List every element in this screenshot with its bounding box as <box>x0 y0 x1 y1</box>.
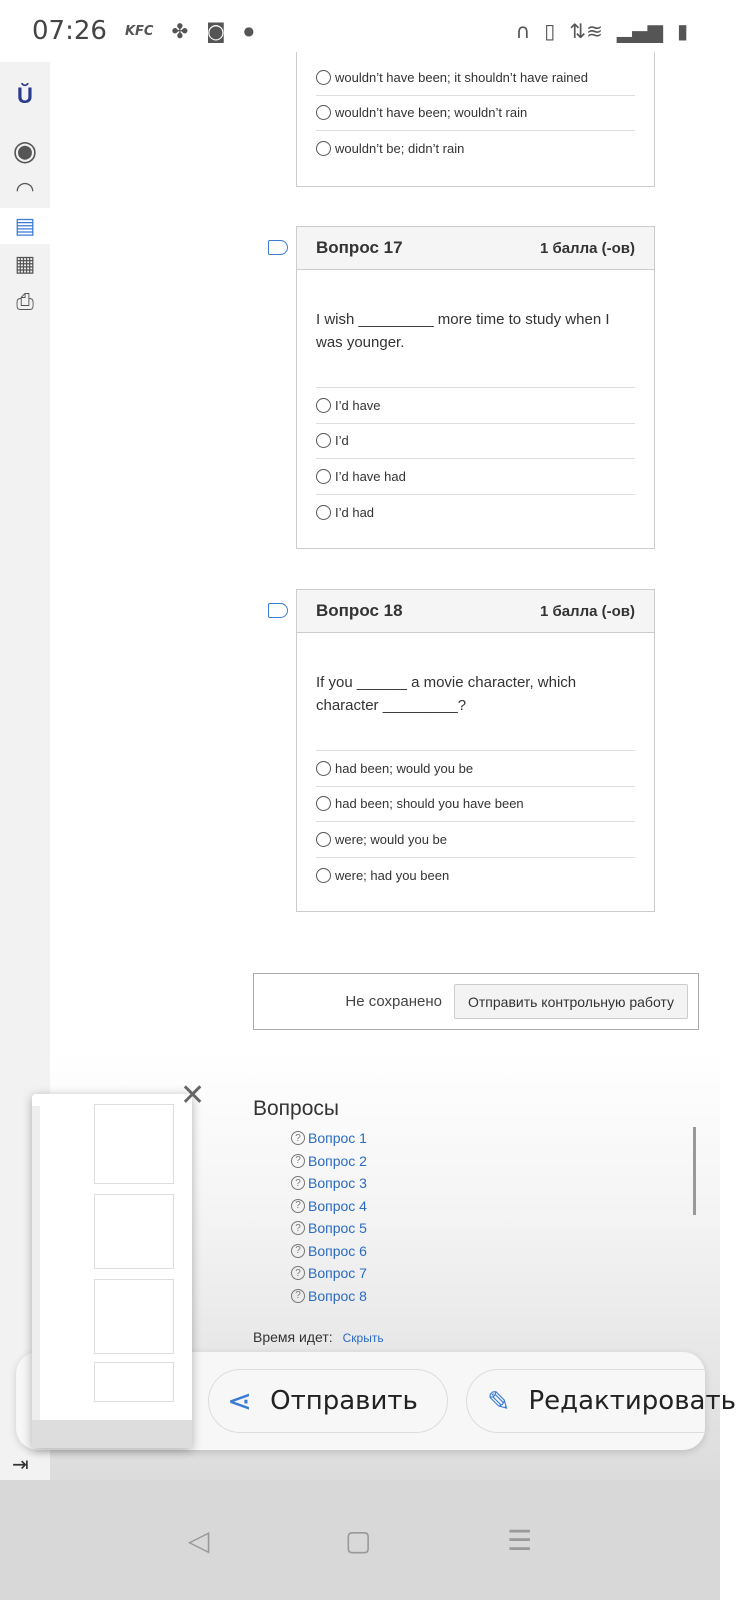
flag-question-icon[interactable] <box>268 603 288 618</box>
question-mark-icon: ? <box>291 1244 305 1258</box>
radio-button[interactable] <box>316 398 331 413</box>
nav-question-5[interactable] <box>291 1217 367 1240</box>
signal-icon: ▂▄▆ <box>616 19 663 43</box>
radio-button[interactable] <box>316 505 331 520</box>
headphones-icon: ∩ <box>515 19 531 43</box>
option-label: I’d have <box>335 397 381 413</box>
option-label: were; had you been <box>335 867 450 883</box>
radio-button[interactable] <box>316 868 331 883</box>
radio-button[interactable] <box>316 796 331 811</box>
nav-question-6[interactable] <box>291 1240 367 1263</box>
answer-option[interactable] <box>316 751 635 787</box>
option-label: had been; would you be <box>335 760 474 776</box>
radio-button[interactable] <box>316 70 331 85</box>
option-label: had been; should you have been <box>335 796 524 812</box>
gift-icon: ✤ <box>171 19 189 43</box>
share-icon: ⋖ <box>227 1383 253 1419</box>
radio-button[interactable] <box>316 105 331 120</box>
nav-link[interactable]: Вопрос 5 <box>308 1220 367 1237</box>
menu-icon[interactable]: ☰ <box>507 1524 533 1556</box>
nav-question-2[interactable] <box>291 1150 367 1173</box>
radio-button[interactable] <box>316 141 331 156</box>
nav-question-7[interactable] <box>291 1262 367 1285</box>
nav-scrollbar[interactable] <box>693 1127 696 1215</box>
question-mark-icon: ? <box>291 1221 305 1235</box>
nav-link[interactable]: Вопрос 2 <box>308 1152 367 1169</box>
option-label: wouldn’t have been; it shouldn’t have rained <box>335 69 588 85</box>
wifi-icon: ⇅≋ <box>569 19 603 43</box>
android-nav-bar <box>0 1480 720 1600</box>
option-label: wouldn’t have been; wouldn’t rain <box>335 105 528 121</box>
send-label: Отправить <box>270 1386 418 1416</box>
logo-icon[interactable]: Ŭ <box>17 83 33 108</box>
kfc-icon: KFC <box>124 23 154 39</box>
vibrate-icon: ▯ <box>544 19 556 43</box>
option-label: wouldn’t be; didn’t rain <box>335 141 465 157</box>
nav-question-4[interactable] <box>291 1195 367 1218</box>
timer-label: Время идет: <box>253 1329 333 1345</box>
edit-label: Редактировать <box>528 1386 736 1416</box>
answer-option[interactable] <box>316 495 635 531</box>
question-text: I wish _________ more time to study when I was younger. <box>316 311 610 351</box>
question-text: If you ______ a movie character, which character _________? <box>316 674 577 714</box>
question-title: Вопрос 18 <box>316 601 403 620</box>
answer-option[interactable] <box>316 131 635 167</box>
nav-link[interactable]: Вопрос 7 <box>308 1265 367 1282</box>
nav-link[interactable]: Вопрос 6 <box>308 1242 367 1259</box>
nav-question-3[interactable] <box>291 1172 367 1195</box>
edit-button[interactable] <box>466 1369 736 1433</box>
save-status: Не сохранено <box>345 993 442 1010</box>
print-icon[interactable]: ⎙ <box>16 289 34 314</box>
question-17-card <box>296 226 655 549</box>
dashboard-icon[interactable]: ◠ <box>15 177 35 202</box>
question-mark-icon: ? <box>291 1131 305 1145</box>
question-points: 1 балла (-ов) <box>539 239 635 257</box>
clock: 07:26 <box>32 16 107 46</box>
radio-button[interactable] <box>316 832 331 847</box>
submit-panel <box>253 973 699 1030</box>
nav-link[interactable]: Вопрос 8 <box>308 1287 367 1304</box>
question-mark-icon: ? <box>291 1266 305 1280</box>
hide-timer-link[interactable]: Скрыть <box>342 1331 384 1345</box>
nav-link[interactable]: Вопрос 1 <box>308 1130 367 1147</box>
instagram-icon: ◙ <box>206 19 226 43</box>
radio-button[interactable] <box>316 469 331 484</box>
question-points: 1 балла (-ов) <box>539 602 635 620</box>
answer-option[interactable] <box>316 787 635 823</box>
question-title: Вопрос 17 <box>316 238 403 257</box>
answer-option[interactable] <box>316 858 635 894</box>
navigation-title: Вопросы <box>253 1097 340 1120</box>
answer-option[interactable] <box>316 388 635 424</box>
option-label: were; would you be <box>335 831 448 847</box>
answer-option[interactable] <box>316 60 635 96</box>
courses-icon[interactable]: ▤ <box>0 208 50 244</box>
radio-button[interactable] <box>316 433 331 448</box>
answer-option[interactable] <box>316 459 635 495</box>
answer-option[interactable] <box>316 424 635 460</box>
screenshot-thumbnail[interactable] <box>32 1094 192 1448</box>
close-thumbnail-icon[interactable]: ✕ <box>180 1079 206 1112</box>
pencil-icon: ✎ <box>487 1384 511 1418</box>
question-18-card <box>296 589 655 912</box>
question-mark-icon: ? <box>291 1199 305 1213</box>
answer-option[interactable] <box>316 822 635 858</box>
question-mark-icon: ? <box>291 1289 305 1303</box>
option-label: I’d had <box>335 504 375 520</box>
nav-question-1[interactable] <box>291 1127 367 1150</box>
profile-icon[interactable]: ◉ <box>12 134 38 166</box>
question-16-card <box>296 52 655 187</box>
option-label: I’d have had <box>335 468 406 484</box>
option-label: I’d <box>335 433 349 449</box>
nav-link[interactable]: Вопрос 4 <box>308 1197 367 1214</box>
question-mark-icon: ? <box>291 1176 305 1190</box>
back-icon[interactable]: ◁ <box>187 1524 210 1556</box>
battery-icon: ▮ <box>676 19 688 43</box>
dot-icon: ● <box>243 24 255 38</box>
answer-option[interactable] <box>316 96 635 132</box>
nav-link[interactable]: Вопрос 3 <box>308 1175 367 1192</box>
send-button[interactable] <box>208 1369 448 1433</box>
flag-question-icon[interactable] <box>268 240 288 255</box>
radio-button[interactable] <box>316 761 331 776</box>
submit-attempt-button[interactable]: Отправить контрольную работу <box>454 984 688 1019</box>
collapse-sidebar-icon[interactable]: ⇥ <box>12 1454 29 1476</box>
home-icon[interactable]: ▢ <box>344 1524 372 1556</box>
question-mark-icon: ? <box>291 1154 305 1168</box>
timer <box>253 1329 384 1345</box>
quiz-navigation <box>253 1097 367 1307</box>
calendar-icon[interactable]: ▦ <box>14 251 36 276</box>
nav-question-8[interactable] <box>291 1285 367 1308</box>
